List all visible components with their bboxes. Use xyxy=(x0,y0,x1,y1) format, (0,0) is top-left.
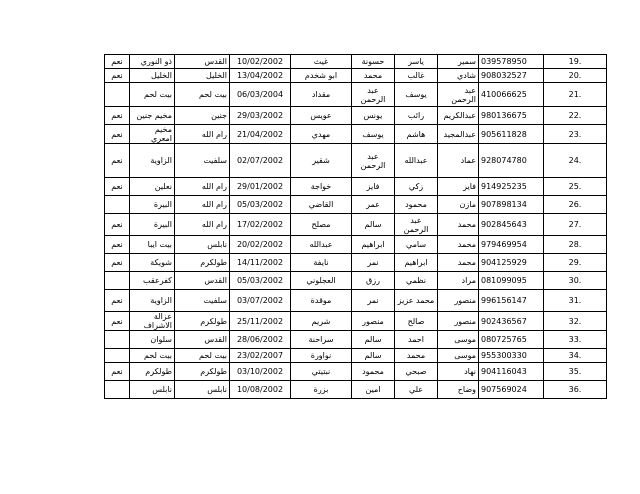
grandfather-name-cell: عبد الرحمن xyxy=(352,144,395,178)
city-cell: بيت لحم xyxy=(175,349,230,363)
status-cell: نعم xyxy=(105,236,130,254)
first-name-cell: منصور xyxy=(438,290,479,312)
first-name-cell: فايز xyxy=(438,178,479,196)
row-number-cell: 26. xyxy=(544,196,607,214)
status-cell: نعم xyxy=(105,178,130,196)
roster-table xyxy=(104,54,607,399)
first-name-cell: سمير xyxy=(438,55,479,69)
village-cell: نعلين xyxy=(130,178,175,196)
table-row xyxy=(105,83,607,107)
status-cell: نعم xyxy=(105,107,130,125)
father-name-cell: صبحي xyxy=(395,363,438,381)
id-number-cell: 905611828 xyxy=(479,125,544,144)
father-name-cell: زكي xyxy=(395,178,438,196)
document-sheet xyxy=(104,54,582,399)
grandfather-name-cell: نمر xyxy=(352,290,395,312)
grandfather-name-cell: فايز xyxy=(352,178,395,196)
id-number-cell: 039578950 xyxy=(479,55,544,69)
family-name-cell: نايفة xyxy=(291,254,352,272)
village-cell: بيت لحم xyxy=(130,83,175,107)
city-cell: الخليل xyxy=(175,69,230,83)
family-name-cell: عبدالله xyxy=(291,236,352,254)
table-row xyxy=(105,331,607,349)
table-row xyxy=(105,312,607,331)
date-cell: 05/03/2002 xyxy=(230,272,291,290)
grandfather-name-cell: محمد xyxy=(352,69,395,83)
id-number-cell: 907569024 xyxy=(479,381,544,399)
village-cell: كفرعقب xyxy=(130,272,175,290)
first-name-cell: موسى xyxy=(438,349,479,363)
first-name-cell: شادي xyxy=(438,69,479,83)
father-name-cell: محمد عزيز xyxy=(395,290,438,312)
table-row xyxy=(105,196,607,214)
row-number-cell: 28. xyxy=(544,236,607,254)
father-name-cell: محمد xyxy=(395,349,438,363)
id-number-cell: 908032527 xyxy=(479,69,544,83)
table-row xyxy=(105,236,607,254)
status-cell xyxy=(105,331,130,349)
status-cell xyxy=(105,349,130,363)
table-row xyxy=(105,214,607,236)
status-cell xyxy=(105,381,130,399)
date-cell: 05/03/2002 xyxy=(230,196,291,214)
status-cell: نعم xyxy=(105,290,130,312)
id-number-cell: 979469954 xyxy=(479,236,544,254)
city-cell: طولكرم xyxy=(175,312,230,331)
status-cell: نعم xyxy=(105,312,130,331)
village-cell: الزاوية xyxy=(130,144,175,178)
father-name-cell: غالب xyxy=(395,69,438,83)
status-cell: نعم xyxy=(105,55,130,69)
village-cell: البيرة xyxy=(130,196,175,214)
id-number-cell: 081099095 xyxy=(479,272,544,290)
village-cell: مخيم جنين xyxy=(130,107,175,125)
village-cell: عزالة الاشراف xyxy=(130,312,175,331)
date-cell: 06/03/2004 xyxy=(230,83,291,107)
date-cell: 29/01/2002 xyxy=(230,178,291,196)
father-name-cell: عبد الرحمن xyxy=(395,214,438,236)
row-number-cell: 34. xyxy=(544,349,607,363)
id-number-cell: 914925235 xyxy=(479,178,544,196)
id-number-cell: 980136675 xyxy=(479,107,544,125)
date-cell: 28/06/2002 xyxy=(230,331,291,349)
family-name-cell: شقير xyxy=(291,144,352,178)
table-row xyxy=(105,69,607,83)
date-cell: 20/02/2002 xyxy=(230,236,291,254)
grandfather-name-cell: عمر xyxy=(352,196,395,214)
date-cell: 10/08/2002 xyxy=(230,381,291,399)
grandfather-name-cell: محمود xyxy=(352,363,395,381)
date-cell: 23/02/2007 xyxy=(230,349,291,363)
first-name-cell: محمد xyxy=(438,236,479,254)
grandfather-name-cell: عبد الرحمن xyxy=(352,83,395,107)
date-cell: 21/04/2002 xyxy=(230,125,291,144)
date-cell: 14/11/2002 xyxy=(230,254,291,272)
father-name-cell: يوسف xyxy=(395,83,438,107)
table-row xyxy=(105,125,607,144)
city-cell: سلفيت xyxy=(175,290,230,312)
table-row xyxy=(105,349,607,363)
city-cell: نابلس xyxy=(175,236,230,254)
id-number-cell: 904125929 xyxy=(479,254,544,272)
city-cell: رام الله xyxy=(175,178,230,196)
family-name-cell: شريم xyxy=(291,312,352,331)
first-name-cell: محمد xyxy=(438,254,479,272)
table-row xyxy=(105,55,607,69)
row-number-cell: 36. xyxy=(544,381,607,399)
row-number-cell: 27. xyxy=(544,214,607,236)
family-name-cell: العجلوني xyxy=(291,272,352,290)
father-name-cell: رائب xyxy=(395,107,438,125)
father-name-cell: صالح xyxy=(395,312,438,331)
date-cell: 03/07/2002 xyxy=(230,290,291,312)
id-number-cell: 410066625 xyxy=(479,83,544,107)
id-number-cell: 955300330 xyxy=(479,349,544,363)
id-number-cell: 902845643 xyxy=(479,214,544,236)
first-name-cell: منصور xyxy=(438,312,479,331)
first-name-cell: عبدالكريم xyxy=(438,107,479,125)
village-cell: بيت لحم xyxy=(130,349,175,363)
father-name-cell: هاشم xyxy=(395,125,438,144)
first-name-cell: عبدالمجيد xyxy=(438,125,479,144)
city-cell: القدس xyxy=(175,272,230,290)
village-cell: مخيم امعري xyxy=(130,125,175,144)
status-cell xyxy=(105,272,130,290)
family-name-cell: بزرة xyxy=(291,381,352,399)
first-name-cell: مازن xyxy=(438,196,479,214)
village-cell: شويكة xyxy=(130,254,175,272)
city-cell: القدس xyxy=(175,55,230,69)
grandfather-name-cell: رزق xyxy=(352,272,395,290)
status-cell: نعم xyxy=(105,363,130,381)
first-name-cell: مراد xyxy=(438,272,479,290)
id-number-cell: 902436567 xyxy=(479,312,544,331)
city-cell: طولكرم xyxy=(175,254,230,272)
first-name-cell: عبد الرحمن xyxy=(438,83,479,107)
grandfather-name-cell: امين xyxy=(352,381,395,399)
village-cell: نابلس xyxy=(130,381,175,399)
row-number-cell: 32. xyxy=(544,312,607,331)
status-cell xyxy=(105,196,130,214)
village-cell: البيرة xyxy=(130,214,175,236)
status-cell: نعم xyxy=(105,254,130,272)
row-number-cell: 20. xyxy=(544,69,607,83)
status-cell: نعم xyxy=(105,144,130,178)
id-number-cell: 907898134 xyxy=(479,196,544,214)
row-number-cell: 22. xyxy=(544,107,607,125)
table-row xyxy=(105,178,607,196)
status-cell: نعم xyxy=(105,214,130,236)
id-number-cell: 928074780 xyxy=(479,144,544,178)
grandfather-name-cell: حسونة xyxy=(352,55,395,69)
family-name-cell: مهدي xyxy=(291,125,352,144)
status-cell: نعم xyxy=(105,69,130,83)
table-row xyxy=(105,363,607,381)
table-row xyxy=(105,144,607,178)
id-number-cell: 904116043 xyxy=(479,363,544,381)
village-cell: الزاوية xyxy=(130,290,175,312)
grandfather-name-cell: يوسف xyxy=(352,125,395,144)
family-name-cell: مصلح xyxy=(291,214,352,236)
family-name-cell: خواجة xyxy=(291,178,352,196)
date-cell: 25/11/2002 xyxy=(230,312,291,331)
table-row xyxy=(105,381,607,399)
city-cell: القدس xyxy=(175,331,230,349)
date-cell: 03/10/2002 xyxy=(230,363,291,381)
city-cell: سلفيت xyxy=(175,144,230,178)
city-cell: رام الله xyxy=(175,196,230,214)
row-number-cell: 31. xyxy=(544,290,607,312)
father-name-cell: عبدالله xyxy=(395,144,438,178)
city-cell: جنين xyxy=(175,107,230,125)
city-cell: بيت لحم xyxy=(175,83,230,107)
father-name-cell: علي xyxy=(395,381,438,399)
father-name-cell: ابراهيم xyxy=(395,254,438,272)
family-name-cell: سراحنة xyxy=(291,331,352,349)
village-cell: طولكرم xyxy=(130,363,175,381)
id-number-cell: 080725765 xyxy=(479,331,544,349)
table-row xyxy=(105,272,607,290)
village-cell: ذو النوري xyxy=(130,55,175,69)
roster-body xyxy=(105,55,607,399)
date-cell: 10/02/2002 xyxy=(230,55,291,69)
row-number-cell: 33. xyxy=(544,331,607,349)
city-cell: رام الله xyxy=(175,125,230,144)
grandfather-name-cell: سالم xyxy=(352,214,395,236)
status-cell: نعم xyxy=(105,125,130,144)
grandfather-name-cell: سالم xyxy=(352,331,395,349)
father-name-cell: ياسر xyxy=(395,55,438,69)
family-name-cell: عويس xyxy=(291,107,352,125)
row-number-cell: 25. xyxy=(544,178,607,196)
first-name-cell: نهاد xyxy=(438,363,479,381)
family-name-cell: ابو شخدم xyxy=(291,69,352,83)
date-cell: 17/02/2002 xyxy=(230,214,291,236)
city-cell: نابلس xyxy=(175,381,230,399)
grandfather-name-cell: منصور xyxy=(352,312,395,331)
row-number-cell: 23. xyxy=(544,125,607,144)
grandfather-name-cell: يونس xyxy=(352,107,395,125)
village-cell: الخليل xyxy=(130,69,175,83)
city-cell: طولكرم xyxy=(175,363,230,381)
status-cell xyxy=(105,83,130,107)
father-name-cell: سامي xyxy=(395,236,438,254)
family-name-cell: غيث xyxy=(291,55,352,69)
father-name-cell: نظمي xyxy=(395,272,438,290)
village-cell: سلوان xyxy=(130,331,175,349)
first-name-cell: محمد xyxy=(438,214,479,236)
row-number-cell: 30. xyxy=(544,272,607,290)
date-cell: 29/03/2002 xyxy=(230,107,291,125)
family-name-cell: نواورة xyxy=(291,349,352,363)
row-number-cell: 24. xyxy=(544,144,607,178)
first-name-cell: وضاح xyxy=(438,381,479,399)
family-name-cell: القاضي xyxy=(291,196,352,214)
first-name-cell: موسى xyxy=(438,331,479,349)
grandfather-name-cell: ابراهيم xyxy=(352,236,395,254)
date-cell: 13/04/2002 xyxy=(230,69,291,83)
village-cell: بيت ايبا xyxy=(130,236,175,254)
row-number-cell: 21. xyxy=(544,83,607,107)
grandfather-name-cell: نمر xyxy=(352,254,395,272)
id-number-cell: 996156147 xyxy=(479,290,544,312)
first-name-cell: عماد xyxy=(438,144,479,178)
grandfather-name-cell: سالم xyxy=(352,349,395,363)
city-cell: رام الله xyxy=(175,214,230,236)
family-name-cell: نبتيتي xyxy=(291,363,352,381)
father-name-cell: احمد xyxy=(395,331,438,349)
row-number-cell: 19. xyxy=(544,55,607,69)
family-name-cell: موقدة xyxy=(291,290,352,312)
date-cell: 02/07/2002 xyxy=(230,144,291,178)
table-row xyxy=(105,290,607,312)
father-name-cell: محمود xyxy=(395,196,438,214)
table-row xyxy=(105,107,607,125)
family-name-cell: مقداد xyxy=(291,83,352,107)
row-number-cell: 35. xyxy=(544,363,607,381)
row-number-cell: 29. xyxy=(544,254,607,272)
table-row xyxy=(105,254,607,272)
